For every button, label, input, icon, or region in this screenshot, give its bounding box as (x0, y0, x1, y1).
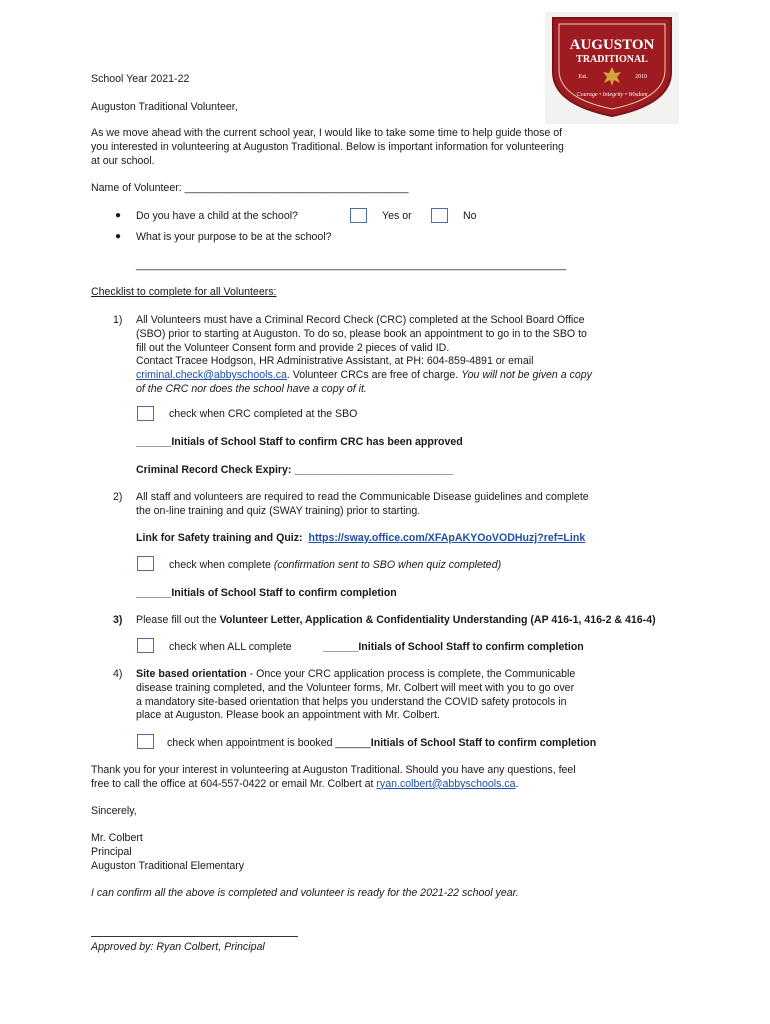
item2-text (136, 491, 589, 519)
signer-title: Principal (91, 845, 132, 858)
appointment-initials[interactable]: Initials of School Staff to confirm completion (370, 737, 597, 749)
item3-text (136, 614, 656, 626)
yes-checkbox[interactable] (350, 208, 367, 223)
crc-email-link[interactable]: criminal.check@abbyschools.ca (136, 369, 287, 382)
appointment-check-label: check when appointment is booked ______ (167, 737, 371, 749)
greeting: Auguston Traditional Volunteer, (91, 101, 238, 113)
logo-est: Est. (578, 74, 588, 80)
child-question: Do you have a child at the school? (136, 210, 298, 222)
closing-line-post: . (515, 777, 519, 790)
forms-initials-label: Initials of School Staff to confirm completion (358, 641, 584, 653)
closing-paragraph (91, 764, 576, 792)
closing-line: Thank you for your interest in volunteering at Auguston Traditional. Should you have any questions, feel (91, 764, 576, 776)
intro-line: you interested in volunteering at Auguston Traditional. Below is important information for volunteering (91, 140, 564, 153)
item4-line-rest: - Once your CRC application process is complete, the Communicable (246, 668, 576, 680)
forms-check-label: check when ALL complete (169, 641, 292, 653)
item2-line: the on-line training and quiz (SWAY training) prior to starting. (136, 504, 421, 517)
item2-line: All staff and volunteers are required to read the Communicable Disease guidelines and complete (136, 491, 589, 503)
item1-line-italic: You will not be given a copy (461, 369, 592, 382)
item1-text (136, 314, 592, 397)
quiz-checkbox[interactable] (137, 556, 154, 571)
item4-line: place at Auguston. Please book an appointment with Mr. Colbert. (136, 709, 440, 722)
quiz-check-label (169, 559, 501, 571)
school-logo (545, 12, 679, 124)
item3-lead: Please fill out the (136, 614, 220, 626)
principal-email-link[interactable]: ryan.colbert@abbyschools.ca (376, 777, 516, 790)
bullet-icon: ● (115, 210, 122, 221)
crc-check-label: check when CRC completed at the SBO (169, 408, 358, 420)
appointment-checkbox[interactable] (137, 734, 154, 749)
item-number: 3) (113, 614, 123, 626)
quiz-check-text: check when complete (169, 559, 274, 571)
no-checkbox[interactable] (431, 208, 448, 223)
forms-initials[interactable] (323, 641, 584, 653)
signer-name: Mr. Colbert (91, 832, 143, 844)
item-number: 4) (113, 668, 123, 680)
item1-line: All Volunteers must have a Criminal Record Check (CRC) completed at the School Board Office (136, 314, 585, 326)
intro-line: at our school. (91, 154, 155, 167)
crc-initials[interactable]: ______Initials of School Staff to confirm CRC has been approved (136, 436, 463, 448)
logo-motto: Courage • Integrity • Wisdom (576, 92, 648, 98)
item1-line-italic: of the CRC nor does the school have a copy of it. (136, 382, 367, 395)
item1-line: fill out the Volunteer Consent form and provide 2 pieces of valid ID. (136, 341, 450, 354)
signer-school: Auguston Traditional Elementary (91, 859, 245, 872)
orientation-title: Site based orientation (136, 668, 247, 680)
logo-year: 2010 (635, 74, 647, 80)
closing-line-pre: free to call the office at 604-557-0422 or email Mr. Colbert at (91, 777, 377, 790)
item1-line: Contact Tracee Hodgson, HR Administrative Assistant, at PH: 604-859-4891 or email (136, 355, 534, 368)
school-year: School Year 2021-22 (91, 73, 190, 85)
forms-initials-line: ______ (323, 641, 359, 653)
safety-link-label: Link for Safety training and Quiz: (136, 532, 303, 544)
approved-by: Approved by: Ryan Colbert, Principal (91, 941, 265, 953)
item-number: 1) (113, 314, 123, 326)
item1-line: (SBO) prior to starting at Auguston. To do so, please book an appointment to go in to the SBO to (136, 327, 587, 340)
item4-line: a mandatory site-based orientation that helps you understand the COVID safety protocols in (136, 695, 567, 708)
appointment-row (167, 737, 596, 749)
item4-text (136, 668, 575, 723)
quiz-check-note: (confirmation sent to SBO when quiz completed) (273, 559, 502, 571)
forms-checkbox[interactable] (137, 638, 154, 653)
crc-expiry[interactable]: Criminal Record Check Expiry: ___________________________ (136, 464, 454, 476)
intro-line: As we move ahead with the current school year, I would like to take some time to help guide those of (91, 127, 563, 139)
yes-label: Yes or (382, 210, 412, 222)
safety-link-row (136, 532, 585, 544)
item4-line: disease training completed, and the Volunteer forms, Mr. Colbert will meet with you to go over (136, 681, 575, 694)
confirmation-statement: I can confirm all the above is completed and volunteer is ready for the 2021-22 school year. (91, 887, 519, 899)
sway-link[interactable]: https://sway.office.com/XFApAKYOoVODHuzj?ref=Link (308, 532, 586, 544)
item4-line (136, 668, 575, 682)
logo-name-top: AUGUSTON (569, 37, 655, 53)
item3-forms: Volunteer Letter, Application & Confidentiality Understanding (AP 416-1, 416-2 & 416-4) (219, 614, 656, 626)
checklist-title: Checklist to complete for all Volunteers: (91, 286, 277, 298)
bullet-icon: ● (115, 231, 122, 242)
purpose-question: What is your purpose to be at the school? (136, 231, 332, 243)
logo-name-bottom: TRADITIONAL (576, 54, 648, 65)
intro-paragraph (91, 127, 564, 168)
purpose-answer-line[interactable]: _________________________________________________________________________ (136, 259, 567, 271)
volunteer-name-field[interactable]: Name of Volunteer: ______________________________________ (91, 182, 409, 194)
no-label: No (463, 210, 477, 222)
item-number: 2) (113, 491, 123, 503)
quiz-initials[interactable]: ______Initials of School Staff to confirm completion (136, 587, 397, 599)
signature-line[interactable] (91, 936, 298, 937)
closing-line (91, 778, 576, 792)
crc-checkbox[interactable] (137, 406, 154, 421)
item1-line (136, 369, 592, 383)
signature-block (91, 832, 244, 873)
sincerely: Sincerely, (91, 805, 137, 817)
item1-line-rest: . Volunteer CRCs are free of charge. (286, 369, 462, 382)
